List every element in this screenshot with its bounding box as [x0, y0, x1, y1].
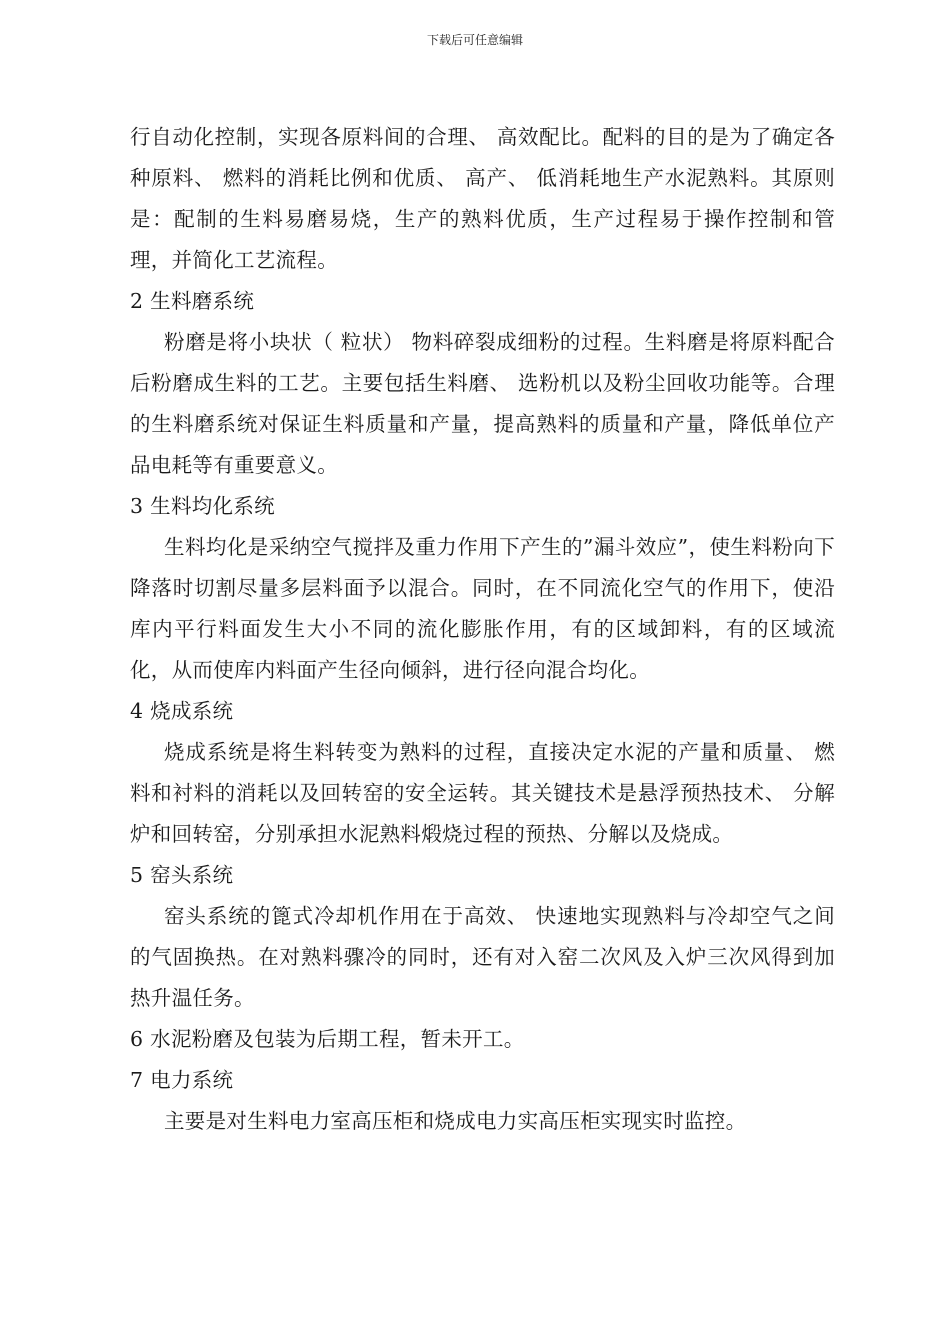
document-body [130, 117, 835, 1142]
section-heading-cement-grinding: 6 水泥粉磨及包装为后期工程，暂未开工。 [130, 1027, 525, 1051]
paragraph-burning: 烧成系统是将生料转变为熟料的过程，直接决定水泥的产量和质量、 燃料和衬料的消耗以及回转窑的安全运转。其关键技术是悬浮预热技术、 分解炉和回转窑，分别承担水泥熟料煅烧过程的预热、分解以及烧成。 [130, 740, 835, 846]
page-header: 下载后可任意编辑 [426, 33, 523, 47]
section-heading-burning: 4 烧成系统 [130, 699, 234, 723]
section-heading-raw-mill: 2 生料磨系统 [130, 289, 255, 313]
paragraph-power: 主要是对生料电力室高压柜和烧成电力实高压柜实现实时监控。 [164, 1109, 747, 1133]
paragraph-kiln-head: 窑头系统的篦式冷却机作用在于高效、 快速地实现熟料与冷却空气之间的气固换热。在对熟料骤冷的同时，还有对入窑二次风及入炉三次风得到加热升温任务。 [130, 904, 835, 1010]
section-heading-kiln-head: 5 窑头系统 [130, 863, 234, 887]
paragraph-homogenization: 生料均化是采纳空气搅拌及重力作用下产生的”漏斗效应”，使生料粉向下降落时切割尽量多层料面予以混合。同时，在不同流化空气的作用下，使沿库内平行料面发生大小不同的流化膨胀作用，有的区域卸料，有的区域流化，从而使库内料面产生径向倾斜，进行径向混合均化。 [130, 535, 835, 682]
section-heading-power: 7 电力系统 [130, 1068, 234, 1092]
paragraph-batching-intro: 行自动化控制，实现各原料间的合理、 高效配比。配料的目的是为了确定各种原料、 燃料的消耗比例和优质、 高产、 低消耗地生产水泥熟料。其原则是：配制的生料易磨易烧，生产的熟料优质，生产过程易于操作控制和管理，并简化工艺流程。 [130, 125, 835, 272]
paragraph-raw-mill: 粉磨是将小块状（ 粒状） 物料碎裂成细粉的过程。生料磨是将原料配合后粉磨成生料的工艺。主要包括生料磨、 选粉机以及粉尘回收功能等。合理的生料磨系统对保证生料质量和产量，提高熟料的质量和产量，降低单位产品电耗等有重要意义。 [130, 330, 835, 477]
section-heading-homogenization: 3 生料均化系统 [130, 494, 275, 518]
